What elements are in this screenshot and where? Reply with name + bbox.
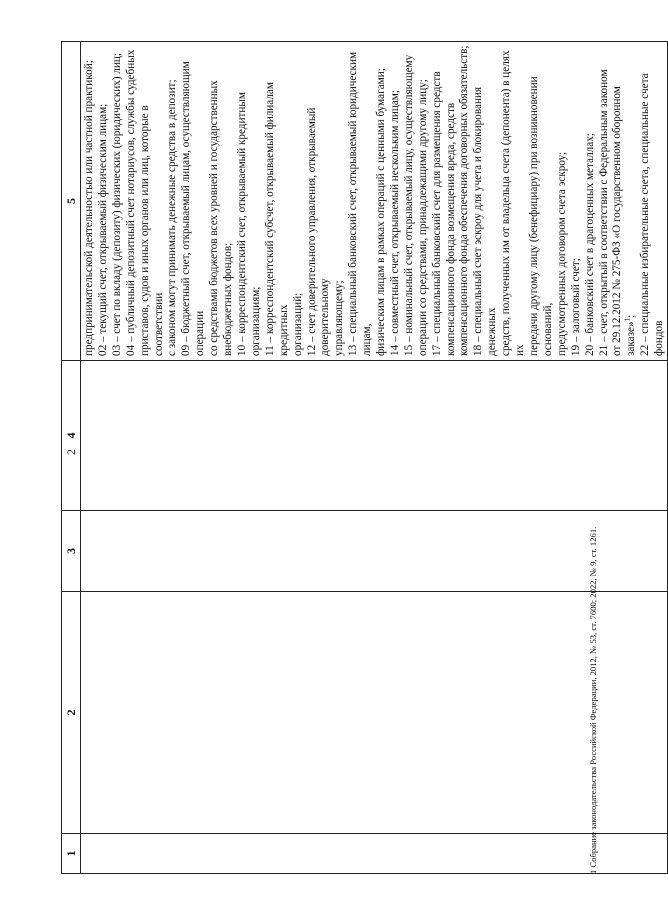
text-line: 04 – публичный депозитный счет нотариусов, службы судебных <box>124 49 137 356</box>
text-line: внебюджетных фондов; <box>222 242 235 356</box>
text-line: передачи другому лицу (бенефициару) при возникновении оснований, <box>528 76 554 356</box>
column-header: 5 <box>62 42 81 361</box>
text-line: предусмотренных договором счета эскроу; <box>555 151 568 356</box>
text-line: 13 – специальный банковский счет, открываемый юридическим лицам, <box>347 51 374 356</box>
text-line: от 29.12.2012 № 275-ФЗ «О государственном оборонном заказе»$^1$; <box>611 86 638 356</box>
table-cell <box>81 361 668 511</box>
text-line: физическим лицам в рамках операций с ценными бумагами; <box>375 68 388 356</box>
footnote <box>588 42 599 874</box>
text-line: 03 – счет по вкладу (депозиту) физических (юридических) лиц; <box>110 52 123 356</box>
text-line: 20 – банковский счет в драгоценных металлах; <box>583 133 596 356</box>
account-codes-text <box>81 42 667 360</box>
text-line: операции со средствами, принадлежащими другому лицу; <box>416 79 429 356</box>
text-line: 09 – бюджетный счет, открываемый лицам, осуществляющим операции <box>180 61 207 356</box>
text-line: 10 – корреспондентский счет, открываемый кредитным организациям; <box>235 92 262 356</box>
text-line: 12 – счет доверительного управления, открываемый доверительному <box>305 107 332 356</box>
text-line: 17 – специальный банковский счет для размещения средств <box>430 71 443 356</box>
text-line: компенсационного фонда возмещения вреда, средств <box>444 102 457 356</box>
table-row <box>81 42 668 874</box>
text-line: 19 – залоговый счет; <box>569 258 582 356</box>
text-line: 11 – корреспондентский субсчет, открываемый филиалам кредитных <box>263 82 290 356</box>
text-line: средств, полученных им от владельца счета (депонента) в целях их <box>500 50 527 356</box>
text-line-part: от 29.12.2012 № 275-ФЗ «О государственном оборонном заказе» <box>611 86 638 356</box>
column-header: 1 <box>62 834 81 874</box>
table-cell <box>81 834 668 874</box>
text-line: 14 – совместный счет, открываемый нескольким лицам; <box>388 90 401 356</box>
page-number: 2 <box>64 449 78 455</box>
column-header: 4 <box>62 361 81 511</box>
column-header: 2 <box>62 592 81 834</box>
column-header: 3 <box>62 511 81 592</box>
account-types-table <box>61 41 668 874</box>
text-line: приставов, судов и иных органов или лиц, которые в соответствии <box>138 105 165 356</box>
table-cell <box>81 511 668 592</box>
text-line: 15 – номинальный счет, открываемый лицу, осуществляющему <box>402 54 415 356</box>
text-line: со средствами бюджетов всех уровней и государственных <box>208 80 221 356</box>
table-cell <box>81 592 668 834</box>
text-line: управляющему; <box>333 280 346 356</box>
footnote-text: Собрание законодательства Российской Федерации, 2012, № 53, ст. 7600; 2022, № 9, ст. 1261. <box>588 526 598 868</box>
text-line: компенсационного фонда обеспечения договорных обязательств; <box>458 45 471 356</box>
footnote-mark: 1 <box>588 869 598 874</box>
rotated-page <box>61 42 666 874</box>
text-line: 22 – специальные избирательные счета, специальные счета фондов <box>639 73 666 356</box>
text-line: предпринимательской деятельностью или частной практикой; <box>83 60 95 356</box>
footnote-reference: 1 <box>623 317 632 322</box>
text-line: 21 – счет, открытый в соответствии с Федеральным законом <box>597 69 610 356</box>
account-codes-cell <box>81 42 668 361</box>
text-line: с законом могут принимать денежные средства в депозит; <box>166 79 179 356</box>
text-line: 02 – текущий счет, открываемый физическим лицам; <box>96 103 109 356</box>
table-header-row <box>62 42 81 874</box>
text-line: 18 – специальный счет эскроу для учета и блокирования денежных <box>472 86 499 356</box>
text-line: организаций; <box>291 292 304 356</box>
